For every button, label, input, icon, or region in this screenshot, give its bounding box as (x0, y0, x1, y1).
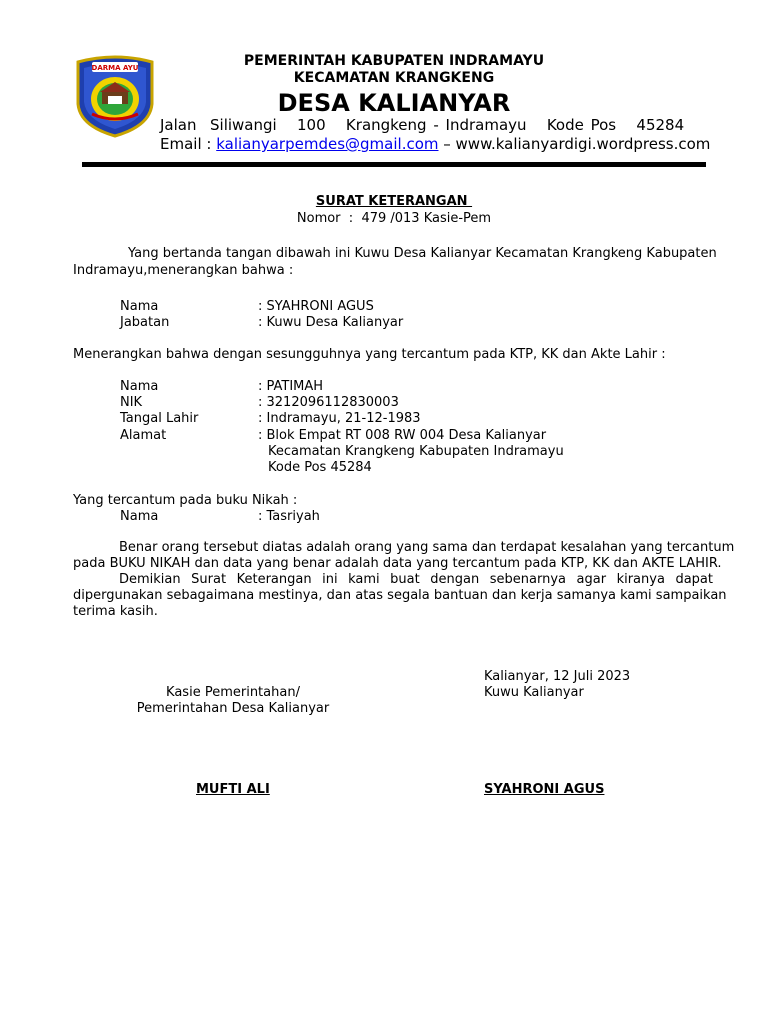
subject-birth-label: Tangal Lahir (120, 411, 199, 426)
signer-name-label: Nama (120, 299, 159, 314)
intro-paragraph-line2: Indramayu,menerangkan bahwa : (73, 263, 294, 278)
para1-line1: Benar orang tersebut diatas adalah orang yang sama dan terdapat kesalahan yang tercantum (119, 540, 735, 555)
header-divider (82, 162, 706, 167)
left-signer-title1: Kasie Pemerintahan/ (166, 685, 300, 700)
subject-name-value: : PATIMAH (258, 379, 324, 394)
district-heading: KECAMATAN KRANGKENG (293, 70, 495, 86)
contact-line (160, 135, 711, 153)
subject-address-cont1: Kecamatan Krangkeng Kabupaten Indramayu (268, 444, 564, 459)
email-link[interactable]: kalianyarpemdes@gmail.com (216, 135, 439, 153)
place-date: Kalianyar, 12 Juli 2023 (484, 669, 631, 684)
marriage-book-intro: Yang tercantum pada buku Nikah : (73, 493, 298, 508)
subject-nik-value: : 3212096112830003 (258, 395, 399, 410)
right-signer-name: SYAHRONI AGUS (484, 782, 605, 797)
subject-address-cont2: Kode Pos 45284 (268, 460, 372, 475)
village-heading: DESA KALIANYAR (277, 89, 511, 117)
marriage-name-label: Nama (120, 509, 159, 524)
signer-position-label: Jabatan (120, 315, 170, 330)
marriage-name-value: : Tasriyah (258, 509, 320, 524)
para2-line3: terima kasih. (73, 604, 158, 619)
subject-address-value: : Blok Empat RT 008 RW 004 Desa Kalianyar (258, 428, 547, 443)
para2-line1: Demikian Surat Keterangan ini kami buat dengan sebenarnya agar kiranya dapat (119, 572, 713, 587)
subject-name-label: Nama (120, 379, 159, 394)
government-heading: PEMERINTAH KABUPATEN INDRAMAYU (243, 53, 545, 69)
office-address: Jalan Siliwangi 100 Krangkeng - Indramayu Kode Pos 45284 (160, 116, 685, 134)
email-label: Email : (160, 135, 217, 153)
website-text: – www.kalianyardigi.wordpress.com (438, 135, 711, 153)
intro-paragraph-line1: Yang bertanda tangan dibawah ini Kuwu Desa Kalianyar Kecamatan Krangkeng Kabupaten (128, 246, 717, 261)
letter-number: Nomor : 479 /013 Kasie-Pem (296, 211, 492, 226)
regency-emblem (72, 52, 158, 138)
signer-name-value: : SYAHRONI AGUS (258, 299, 374, 314)
emblem-text: DARMA AYU (91, 64, 139, 72)
para1-line2: pada BUKU NIKAH dan data yang benar adalah data yang tercantum pada KTP, KK dan AKTE LAHIR. (73, 556, 722, 571)
subject-address-label: Alamat (120, 428, 167, 443)
left-signer-name: MUFTI ALI (196, 782, 270, 797)
right-signer-title: Kuwu Kalianyar (484, 685, 584, 700)
statement-text: Menerangkan bahwa dengan sesungguhnya yang tercantum pada KTP, KK dan Akte Lahir : (73, 347, 666, 362)
subject-birth-value: : Indramayu, 21-12-1983 (258, 411, 421, 426)
left-signer-title2: Pemerintahan Desa Kalianyar (136, 701, 330, 716)
subject-nik-label: NIK (120, 395, 143, 410)
para2-line2: dipergunakan sebagaimana mestinya, dan atas segala bantuan dan kerja samanya kami sampaikan (73, 588, 727, 603)
letter-title: SURAT KETERANGAN (315, 194, 473, 209)
signer-position-value: : Kuwu Desa Kalianyar (258, 315, 404, 330)
